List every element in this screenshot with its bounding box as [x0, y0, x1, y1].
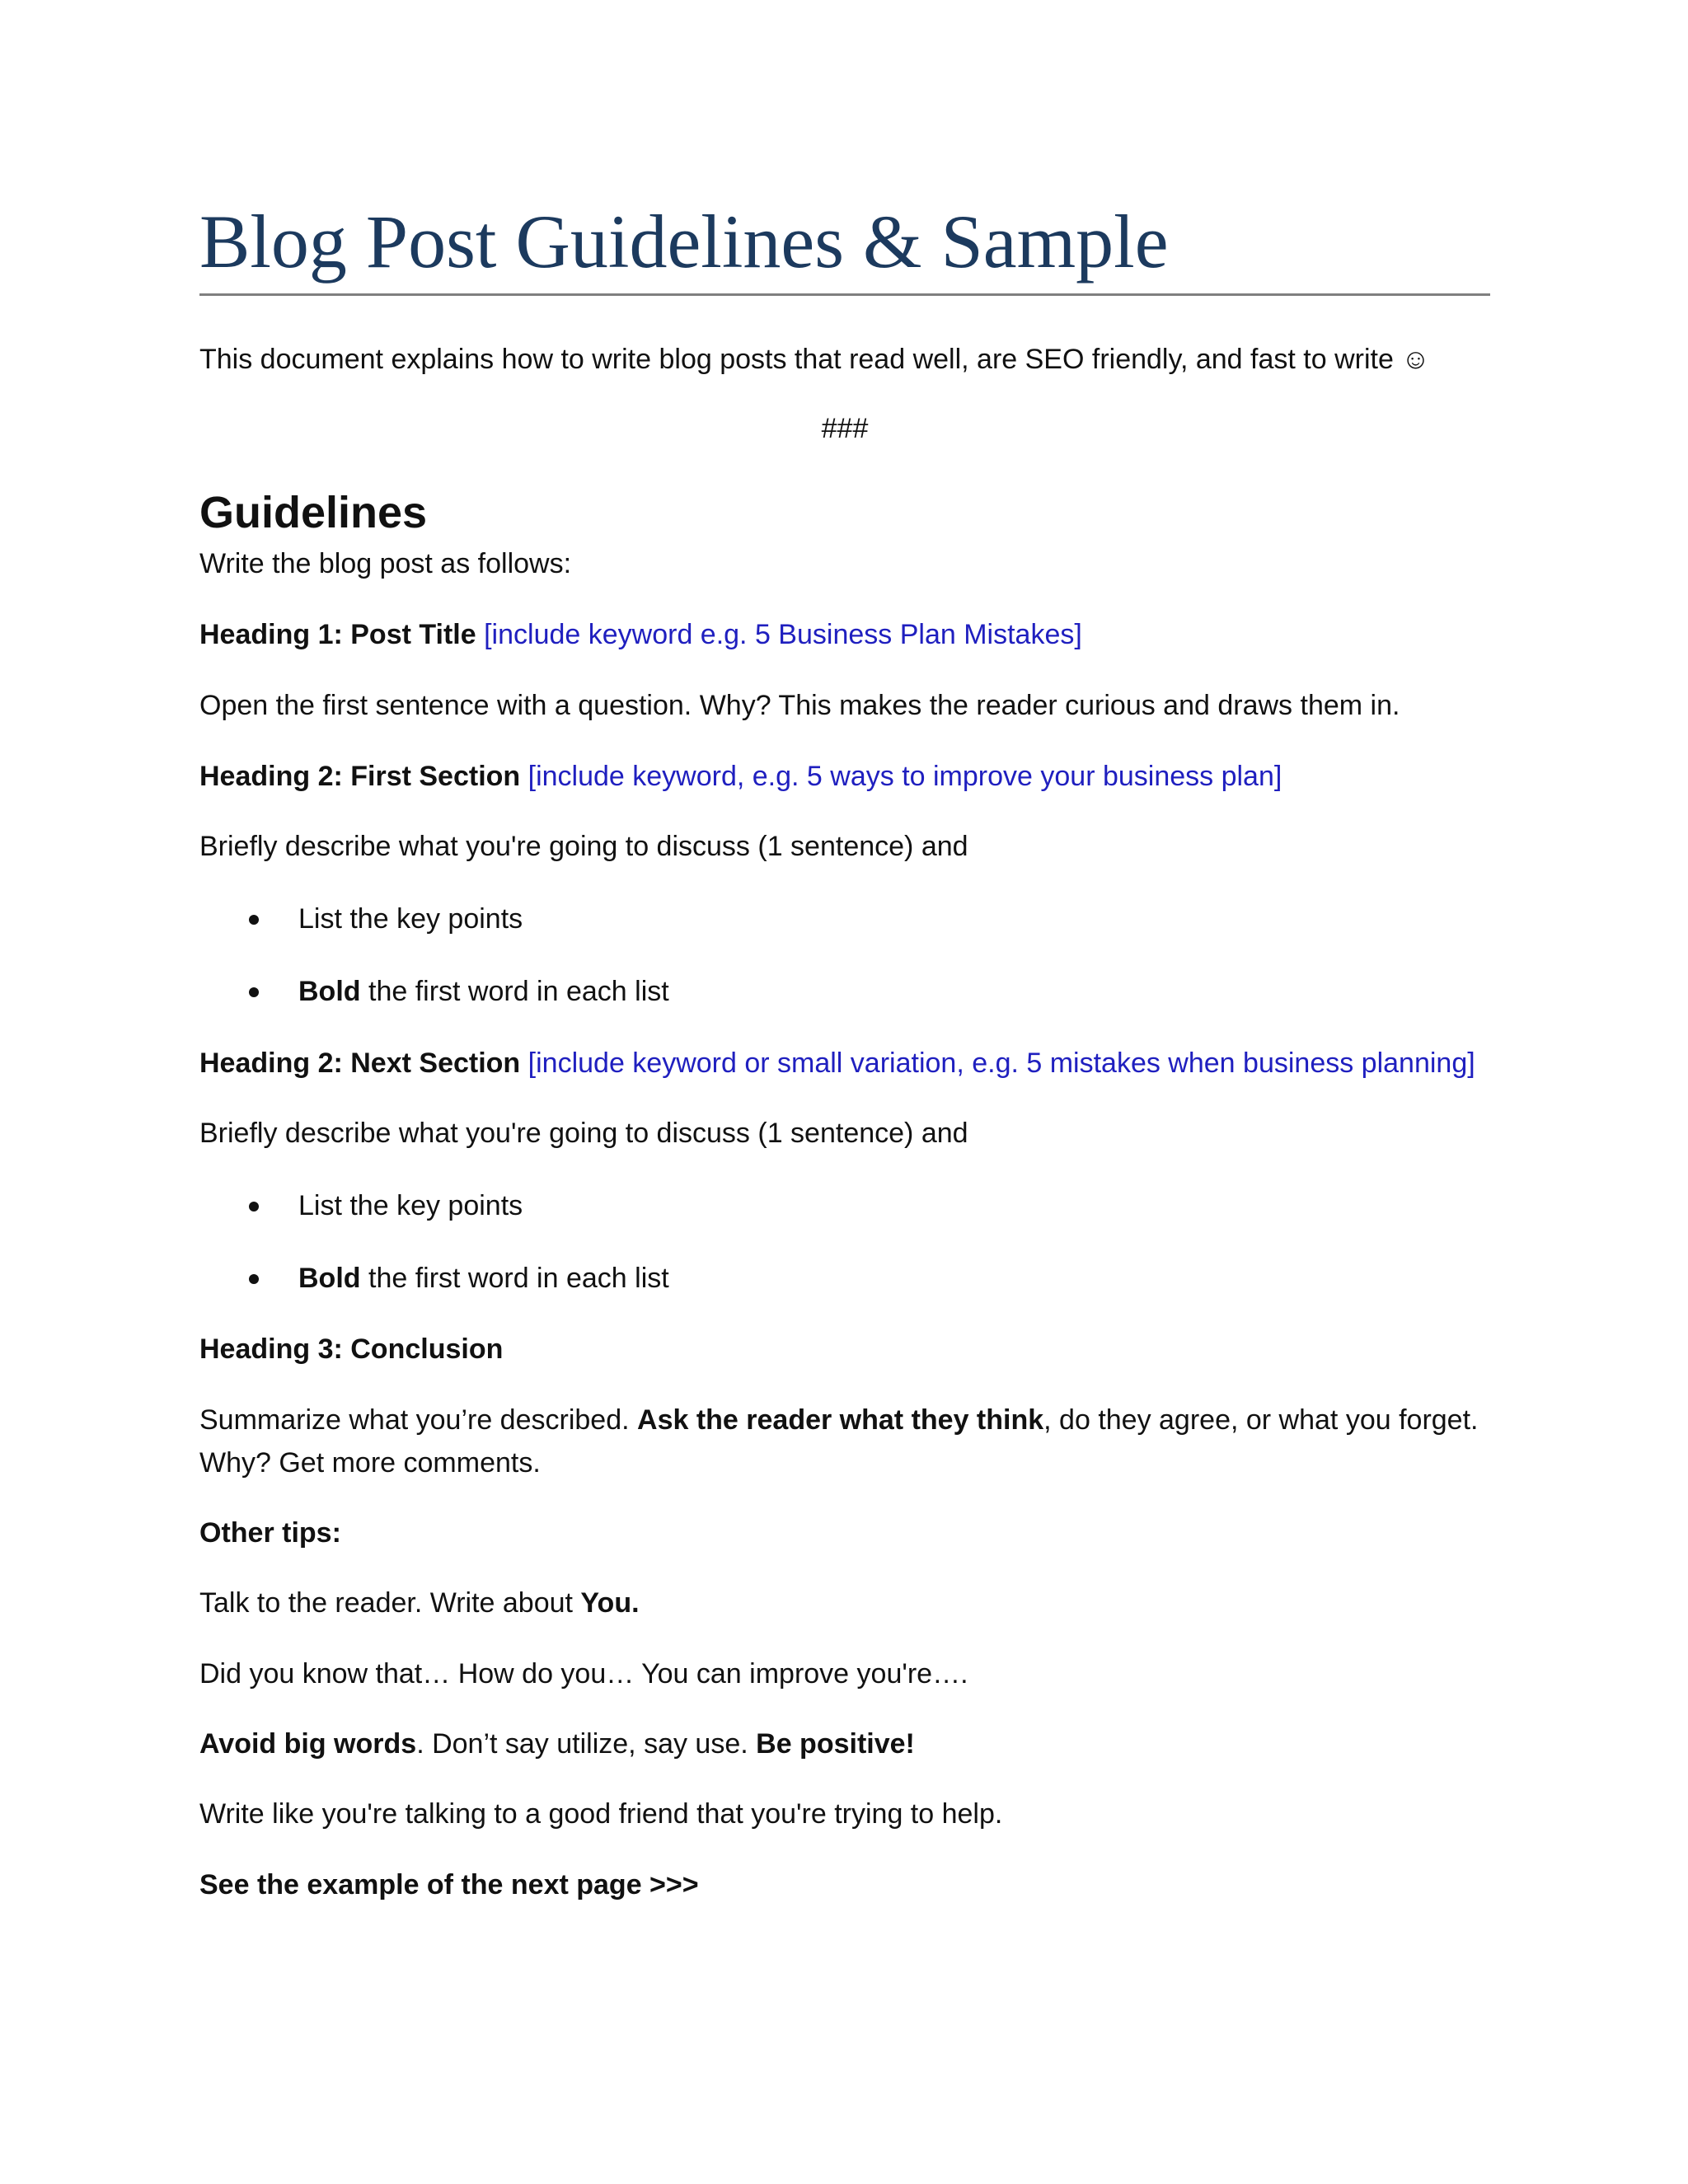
avoid-text: . Don’t say utilize, say use.: [416, 1728, 757, 1760]
list-item-text: [298, 970, 669, 1013]
heading2-next-label: Heading 2: Next Section: [199, 1047, 521, 1079]
summary-text-end: , do they agree, or what you forget.: [1043, 1404, 1479, 1436]
heading2-next-keyword-note: [include keyword or small variation, e.g. 5 mistakes when business planning]: [528, 1047, 1475, 1079]
summary-bold-text: Ask the reader what they think: [637, 1404, 1044, 1436]
guidelines-heading: Guidelines: [199, 488, 428, 537]
did-you-know-tip: Did you know that… How do you… You can improve you're….: [199, 1658, 968, 1690]
heading1-instruction: [199, 613, 1082, 656]
summary-second-line: Why? Get more comments.: [199, 1447, 541, 1479]
open-sentence-tip: Open the first sentence with a question. Why? This makes the reader curious and draws them in.: [199, 690, 1400, 721]
section-separator: ###: [821, 413, 869, 444]
list-item-text: [298, 1257, 669, 1300]
heading1-label: Heading 1: Post Title: [199, 619, 476, 650]
bullet-icon: [249, 1274, 259, 1284]
list-item-rest: the first word in each list: [360, 1263, 669, 1294]
list-item-bold-word: Bold: [298, 1263, 361, 1294]
see-example-note: See the example of the next page >>>: [199, 1869, 699, 1900]
heading1-keyword-note: [include keyword e.g. 5 Business Plan Mistakes]: [484, 619, 1082, 650]
list-item-text: List the key points: [298, 1190, 523, 1221]
list-item-rest: the first word in each list: [360, 976, 669, 1007]
bullet-icon: [249, 987, 259, 997]
write-like-friend-tip: Write like you're talking to a good friend that you're trying to help.: [199, 1798, 1003, 1830]
heading3-instruction: Heading 3: Conclusion: [199, 1333, 504, 1365]
avoid-bold-text: Avoid big words: [199, 1728, 417, 1760]
write-as-follows-text: Write the blog post as follows:: [199, 548, 572, 579]
talk-to-reader-tip: [199, 1582, 640, 1624]
document-page: [199, 0, 1490, 2184]
be-positive-text: Be positive!: [756, 1728, 915, 1760]
heading2-next-instruction: [199, 1042, 1475, 1085]
heading2-first-instruction: [199, 755, 1282, 798]
document-title: Blog Post Guidelines & Sample: [199, 199, 1169, 284]
title-underline: [199, 293, 1490, 296]
bullet-icon: [249, 915, 259, 925]
summary-paragraph: [199, 1399, 1478, 1441]
heading2-first-label: Heading 2: First Section: [199, 761, 521, 792]
summary-text-start: Summarize what you’re described.: [199, 1404, 638, 1436]
talk-text: Talk to the reader. Write about: [199, 1587, 581, 1619]
describe-paragraph-1: Briefly describe what you're going to discuss (1 sentence) and: [199, 831, 968, 862]
list-item-bold-word: Bold: [298, 976, 361, 1007]
other-tips-label: Other tips:: [199, 1517, 341, 1549]
list-item-text: List the key points: [298, 903, 523, 935]
talk-bold-text: You.: [580, 1587, 640, 1619]
heading2-first-keyword-note: [include keyword, e.g. 5 ways to improve your business plan]: [528, 761, 1282, 792]
bullet-icon: [249, 1202, 259, 1212]
intro-paragraph: This document explains how to write blog posts that read well, are SEO friendly, and fast to write ☺: [199, 344, 1431, 375]
avoid-big-words-tip: [199, 1722, 915, 1765]
describe-paragraph-2: Briefly describe what you're going to discuss (1 sentence) and: [199, 1118, 968, 1149]
